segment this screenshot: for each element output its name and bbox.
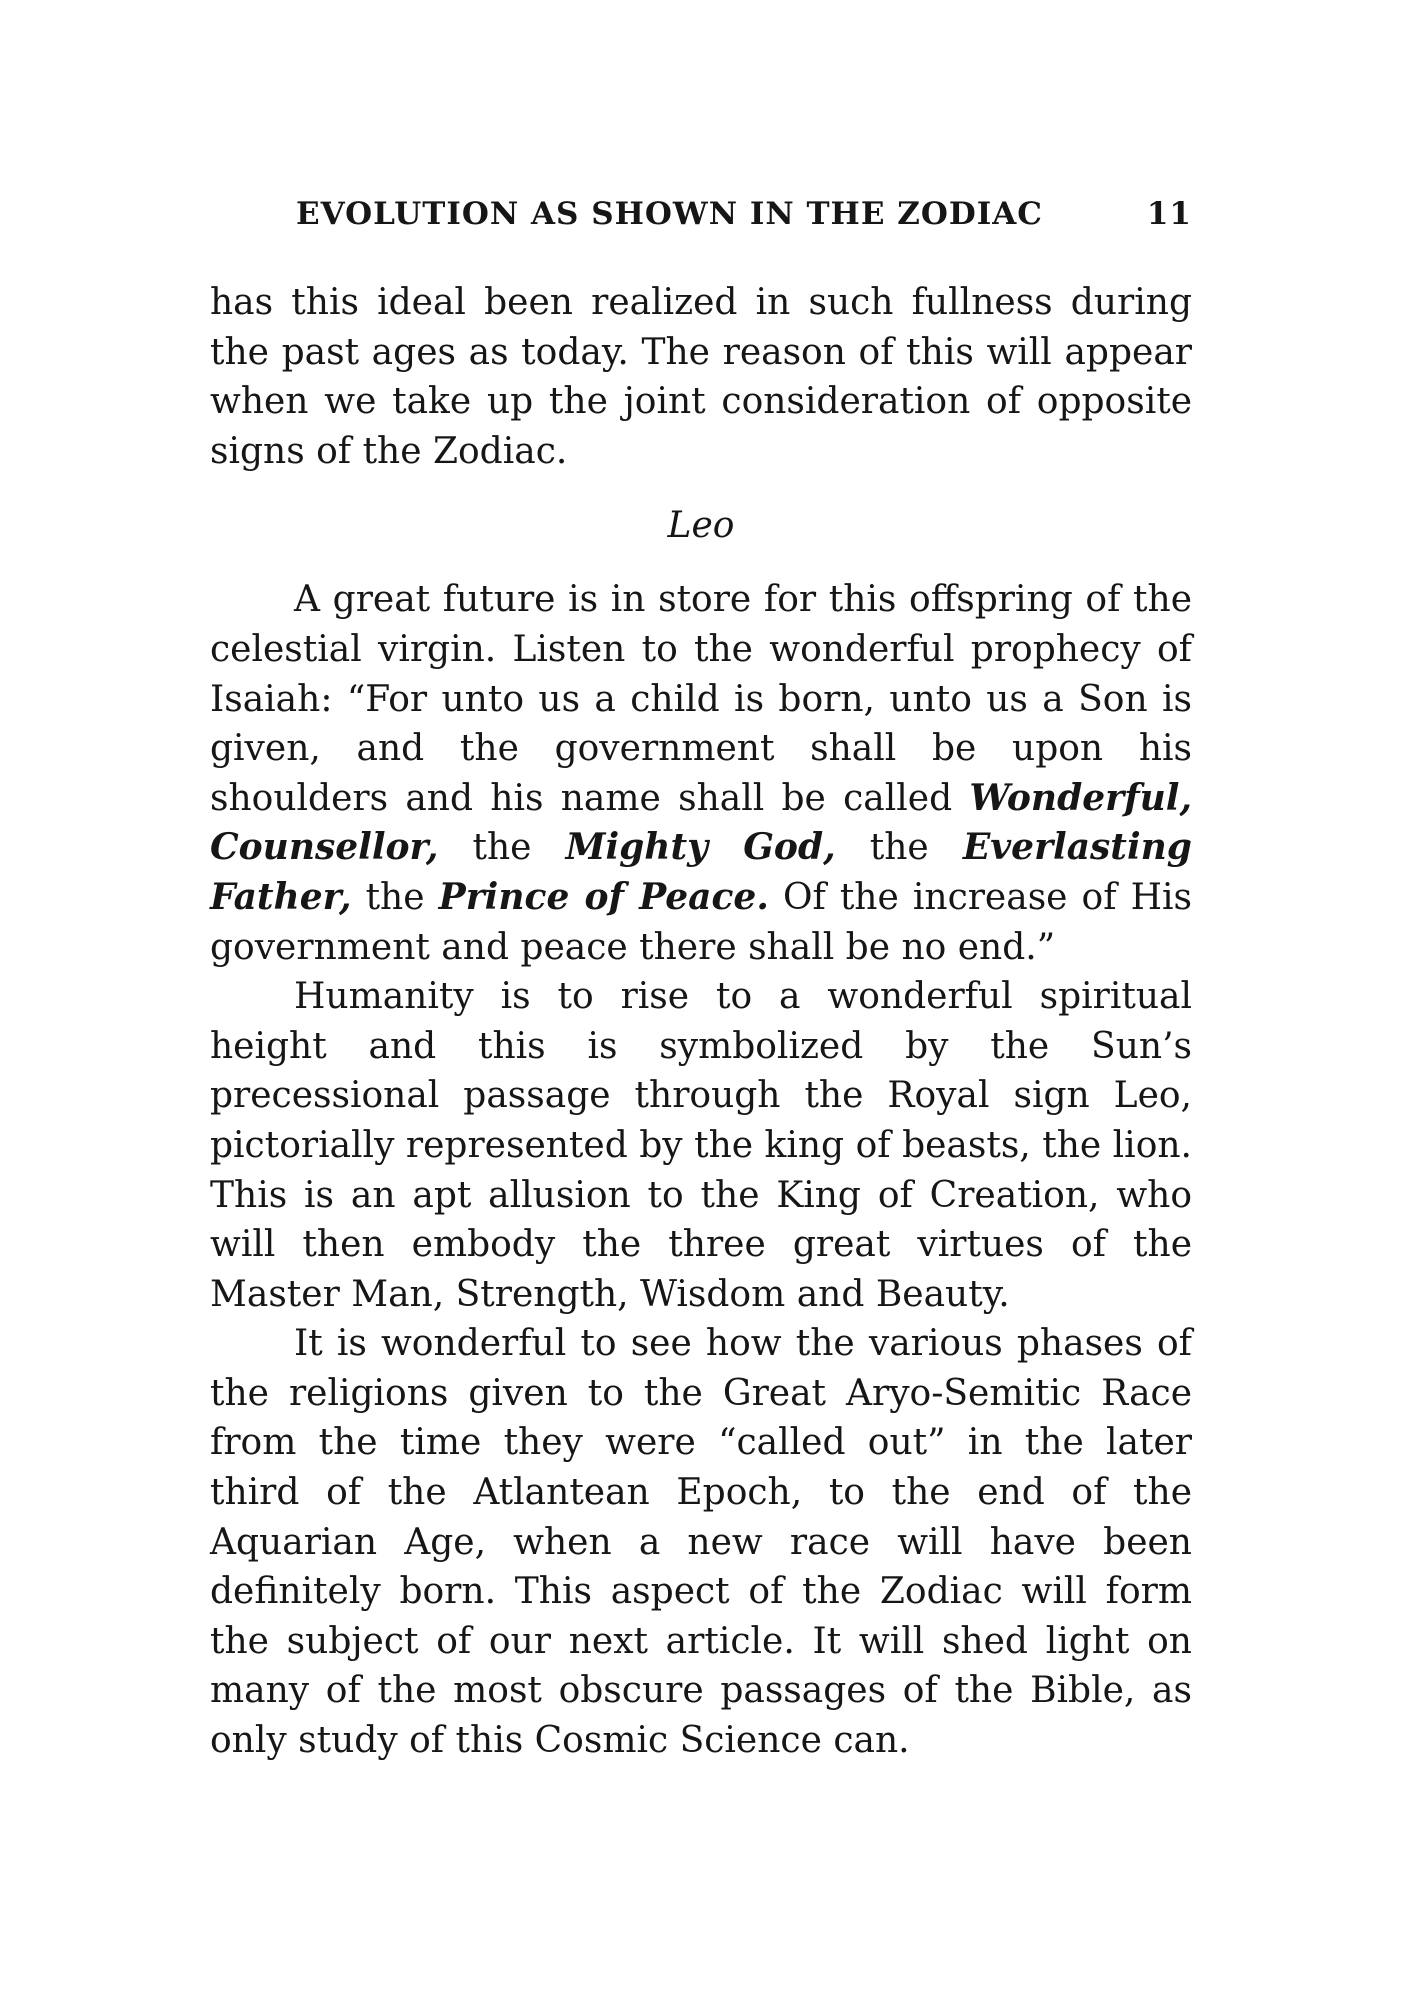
prophecy-name-prince-of-peace: Prince of Peace. — [438, 875, 769, 918]
prophecy-text-part-4: the — [365, 876, 425, 918]
page-number: 11 — [1146, 196, 1192, 232]
paragraph-prophecy — [210, 575, 1192, 972]
prophecy-text-part-2: the — [472, 827, 532, 869]
running-header — [296, 196, 1192, 244]
prophecy-text-part-3: the — [869, 827, 929, 869]
prophecy-name-wonderful-counsellor: Wonderful, Counsellor, — [210, 776, 1193, 869]
running-head-title: EVOLUTION AS SHOWN IN THE ZODIAC — [296, 196, 1043, 232]
paragraph-continued: has this ideal been realized in such fullness during the past ages as today. The reason of this will appear when we take up the joint consideration of opposite signs of the Zodiac. — [210, 282, 1192, 472]
prophecy-text-part-1: A great future is in store for this offspring of the celestial virgin. Listen to the wonderful prophecy of Isaiah: “For unto us a child is born, unto us a Son is given, and the government shall be upon his shoulders and his name shall be called — [210, 579, 1192, 819]
section-heading: Leo — [667, 505, 735, 547]
prophecy-text-part-5: Of the increase of His government and peace there shall be no end.” — [210, 876, 1192, 968]
paragraph-humanity: Humanity is to rise to a wonderful spiritual height and this is symbolized by the Sun’s precessional passage through the Royal sign Leo, pictorially represented by the king of beasts, the lion. This is an apt allusion to the King of Creation, who will then embody the three great virtues of the Master Man, Strength, Wisdom and Beauty. — [210, 976, 1192, 1315]
paragraph-religions: It is wonderful to see how the various phases of the religions given to the Great Aryo-Semitic Race from the time they were “called out” in the later third of the Atlantean Epoch, to the end of the Aquarian Age, when a new race will have been definitely born. This aspect of the Zodiac will form the subject of our next article. It will shed light on many of the most obscure passages of the Bible, as only study of this Cosmic Science can. — [210, 1323, 1192, 1762]
prophecy-name-mighty-god: Mighty God, — [565, 826, 836, 869]
body-text — [210, 278, 1192, 1766]
prophecy-name-everlasting-father: Everlasting Father, — [210, 826, 1192, 918]
